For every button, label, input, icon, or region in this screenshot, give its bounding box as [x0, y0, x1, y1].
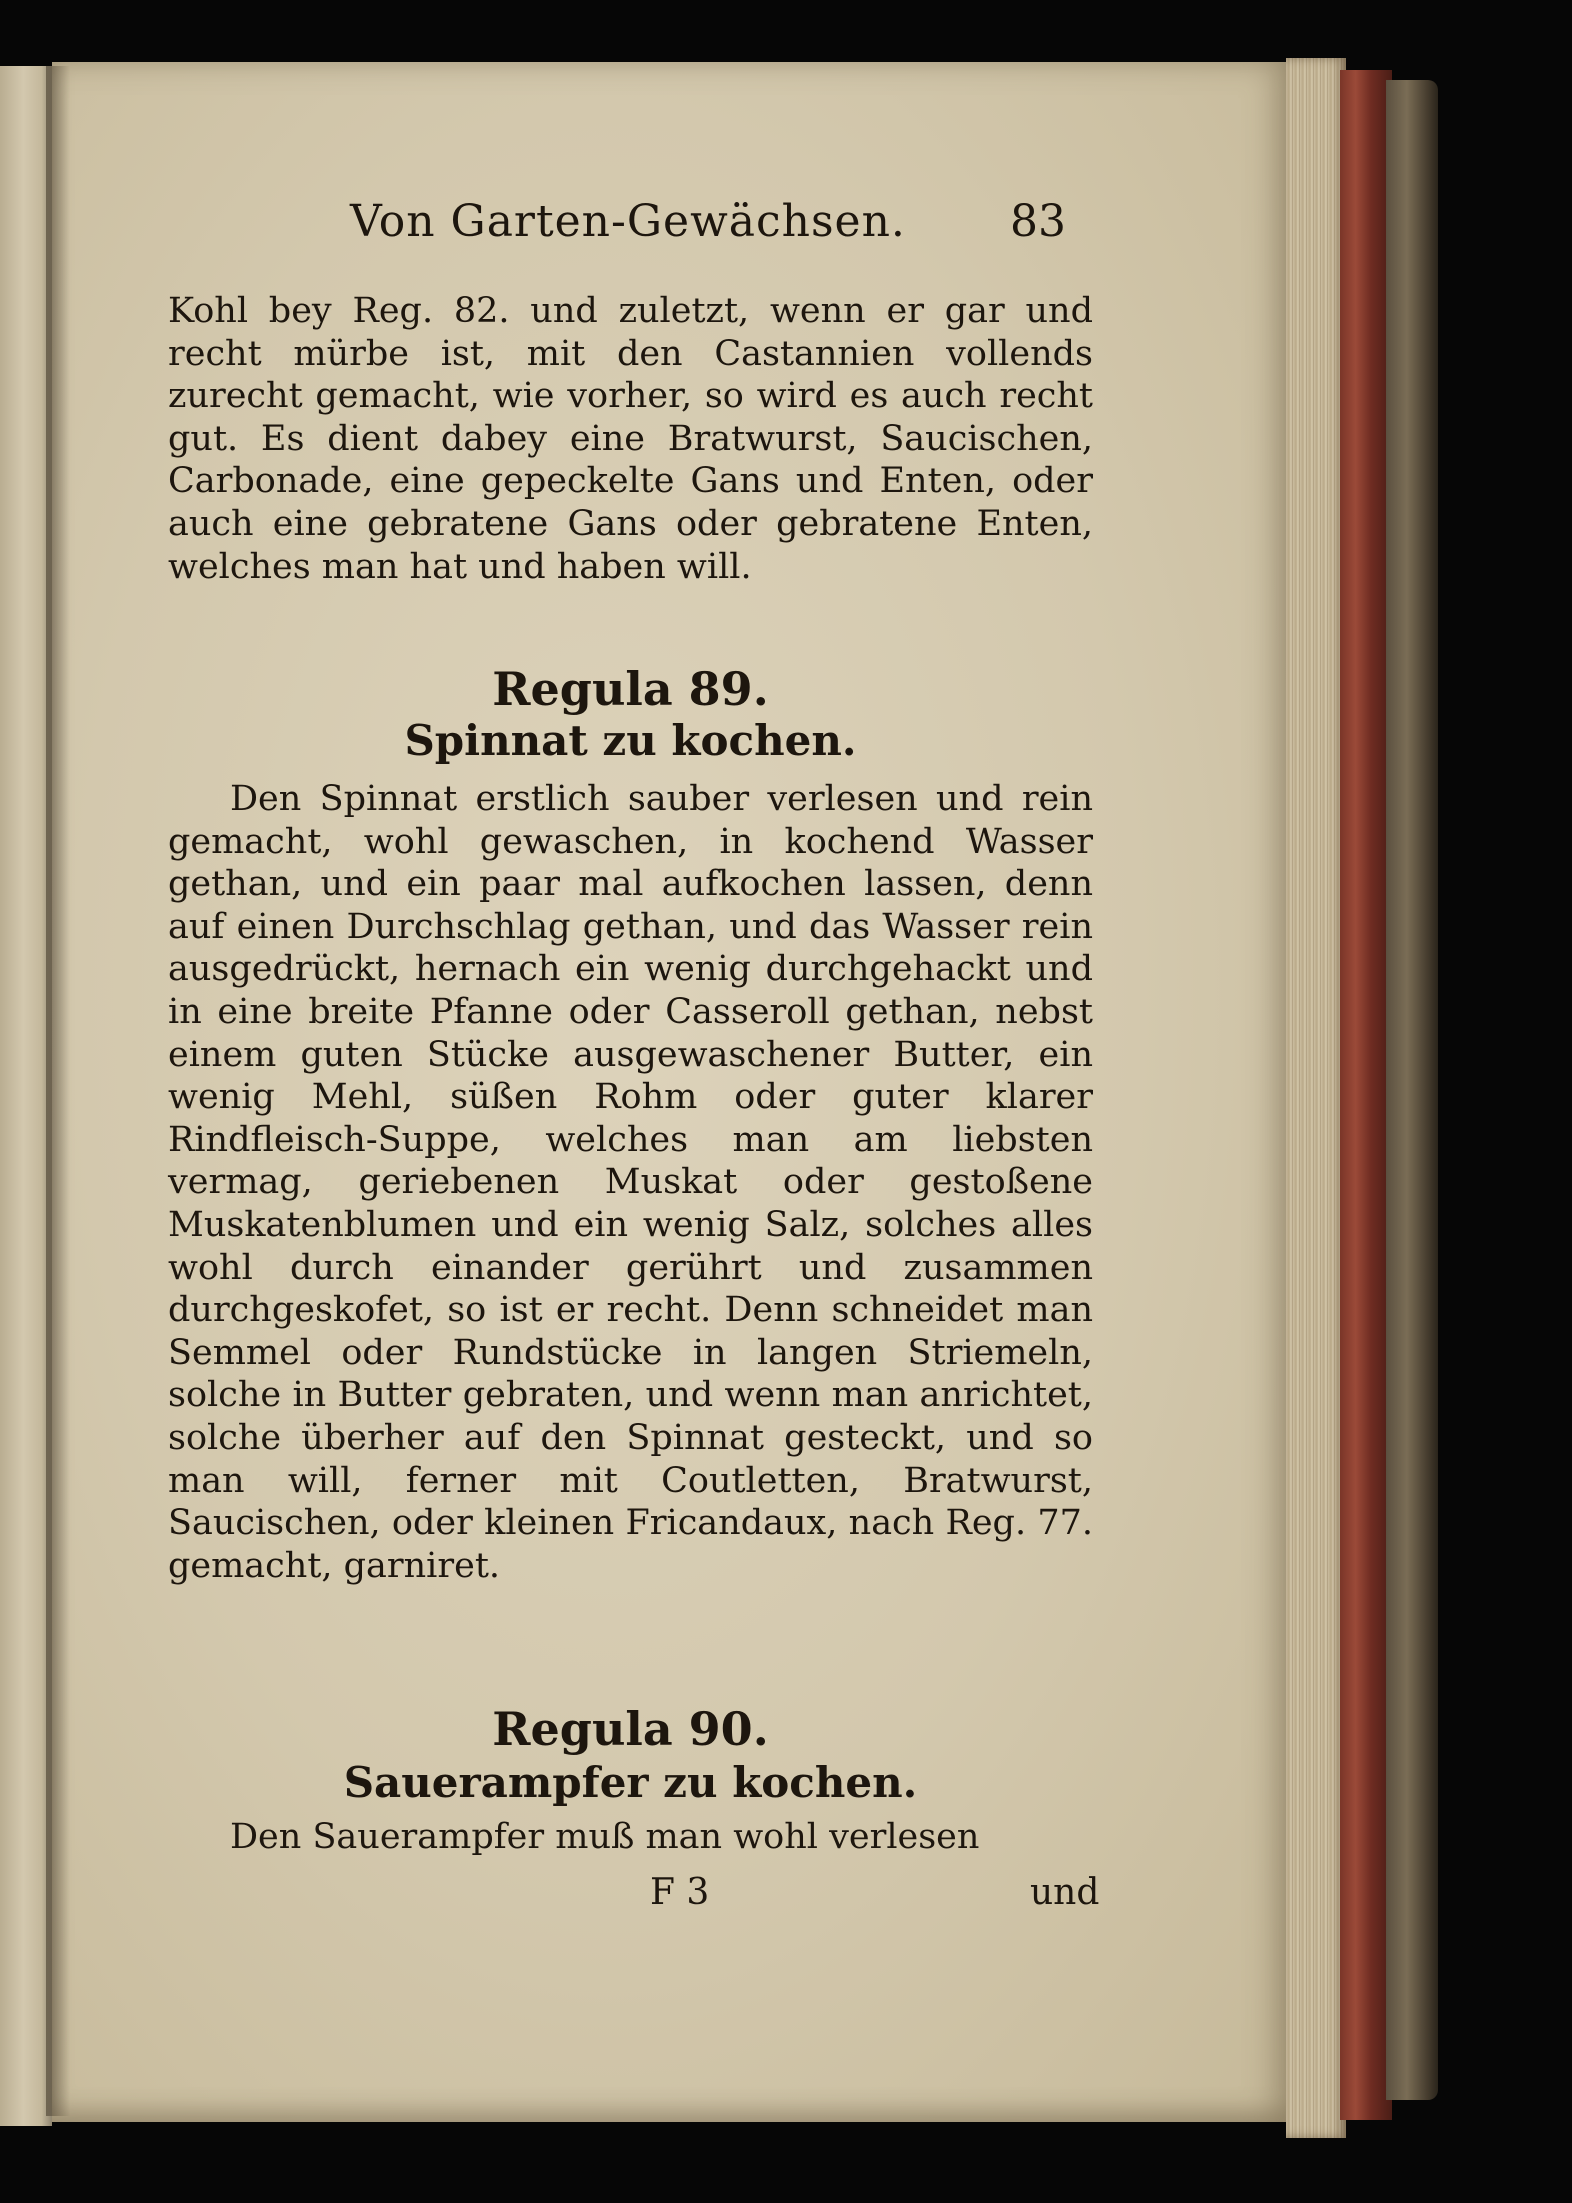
page-number: 83	[1010, 196, 1066, 247]
gutter-shadow	[46, 66, 70, 2116]
page-block-edges	[1286, 58, 1346, 2138]
running-title: Von Garten-Gewächsen.	[350, 196, 906, 247]
regula-89-heading: Regula 89.	[492, 662, 769, 716]
regula-90-heading: Regula 90.	[492, 1702, 769, 1756]
catchword: und	[1030, 1872, 1100, 1913]
book-cover-edge	[1386, 80, 1438, 2100]
signature-mark: F 3	[650, 1872, 710, 1913]
recipe-89-body: Den Spinnat erstlich sauber verlesen und rein gemacht, wohl gewaschen, in kochend Wasser gethan, und ein paar mal aufkochen lassen, denn auf einen Durchschlag gethan, und das Wasser rein ausgedrückt, hernach ein wenig durchgehackt und in eine breite Pfanne oder Casseroll gethan, nebst einem guten Stücke ausgewaschener Butter, ein wenig Mehl, süßen Rohm oder guter klarer Rindfleisch-Suppe, welches man am liebsten vermag, geriebenen Muskat oder gestoßene Muskatenblumen und ein wenig Salz, solches alles wohl durch einander gerührt und zusammen durchgeskofet, so ist er recht. Denn schneidet man Semmel oder Rundstücke in langen Striemeln, solche in Butter gebraten, und wenn man anrichtet, solche überher auf den Spinnat gesteckt, und so man will, ferner mit Coutletten, Bratwurst, Saucischen, oder kleinen Fricandaux, nach Reg. 77. gemacht, garniret.	[168, 779, 1093, 1586]
recipe-89-title: Spinnat zu kochen.	[404, 716, 857, 765]
recipe-90-body: Den Sauerampfer muß man wohl verlesen	[230, 1817, 980, 1857]
recipe-90-title: Sauerampfer zu kochen.	[343, 1758, 918, 1807]
left-page-edge	[0, 66, 52, 2126]
red-page-edge	[1340, 70, 1392, 2120]
continuation-paragraph: Kohl bey Reg. 82. und zuletzt, wenn er gar und recht mürbe ist, mit den Castannien vollends zurecht gemacht, wie vorher, so wird es auch recht gut. Es dient dabey eine Bratwurst, Saucischen, Carbonade, eine gepeckelte Gans und Enten, oder auch eine gebratene Gans oder gebratene Enten, welches man hat und haben will.	[168, 291, 1093, 587]
